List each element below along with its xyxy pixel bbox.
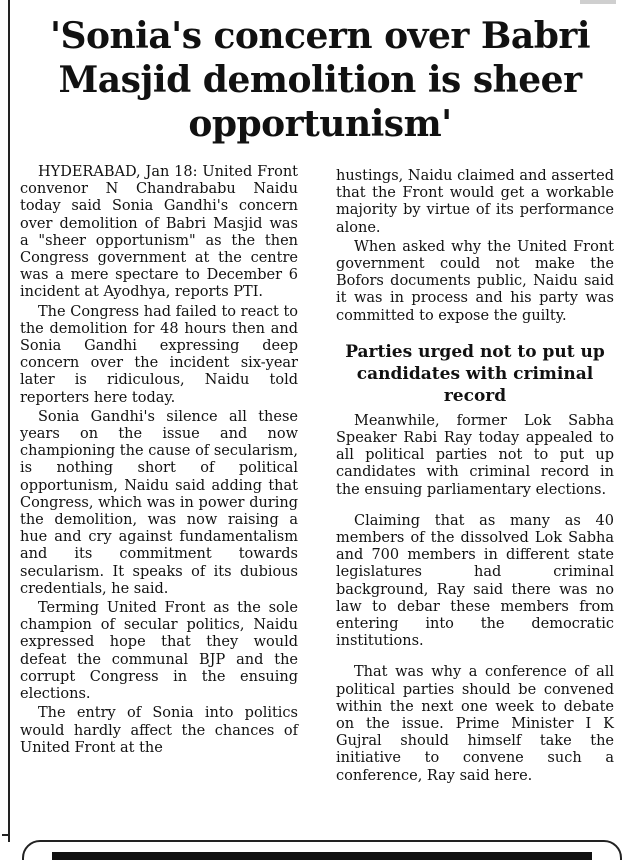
paragraph: Meanwhile, former Lok Sabha Speaker Rabi Ray today appealed to all political parties not to put up candidates with criminal record in the ensuing parliamentary elections. bbox=[336, 412, 614, 498]
left-column bbox=[20, 164, 298, 759]
paragraph: hustings, Naidu claimed and asserted that the Front would get a workable majority by virtue of its performance alone. bbox=[336, 168, 614, 236]
paragraph: Claiming that as many as 40 members of the dissolved Lok Sabha and 700 members in different state legislatures had criminal background, Ray said there was no law to debar these members from entering into the democratic institutions. bbox=[336, 512, 614, 650]
rule-tick bbox=[2, 834, 10, 836]
paragraph: That was why a conference of all political parties should be convened within the next one week to debate on the issue. Prime Minister I K Gujral should himself take the initiative to convene such a conference, Ray said here. bbox=[336, 664, 614, 784]
next-article-bar bbox=[52, 852, 592, 860]
paragraph: The Congress had failed to react to the demolition for 48 hours then and Sonia Gandhi expressing deep concern over the incident six-year later is ridiculous, Naidu told reporters here today. bbox=[20, 303, 298, 406]
top-edge-mark bbox=[580, 0, 616, 4]
headline: 'Sonia's concern over Babri Masjid demolition is sheer opportunism' bbox=[49, 15, 591, 145]
subheadline: Parties urged not to put up candidates with criminal record bbox=[345, 341, 605, 406]
paragraph: When asked why the United Front government could not make the Bofors documents public, Naidu said it was in process and his party was committed to expose the guilty. bbox=[336, 238, 614, 324]
paragraph: HYDERABAD, Jan 18: United Front convenor N Chandrababu Naidu today said Sonia Gandhi's concern over demolition of Babri Masjid was a "sheer opportunism" as the then Congress government at the centre was a mere spectare to December 6 incident at Ayodhya, reports PTI. bbox=[20, 164, 298, 301]
paragraph: Terming United Front as the sole champion of secular politics, Naidu expressed hope that they would defeat the communal BJP and the corrupt Congress in the ensuing elections. bbox=[20, 600, 298, 703]
paragraph: The entry of Sonia into politics would hardly affect the chances of United Front at the bbox=[20, 705, 298, 756]
column-rule bbox=[8, 0, 10, 842]
right-column bbox=[336, 168, 614, 787]
paragraph: Sonia Gandhi's silence all these years on the issue and now championing the cause of secularism, is nothing short of political opportunism, Naidu said adding that Congress, which was in power during the demolition, was now raising a hue and cry against fundamentalism and its commitment towards secularism. It speaks of its dubious credentials, he said. bbox=[20, 408, 298, 597]
